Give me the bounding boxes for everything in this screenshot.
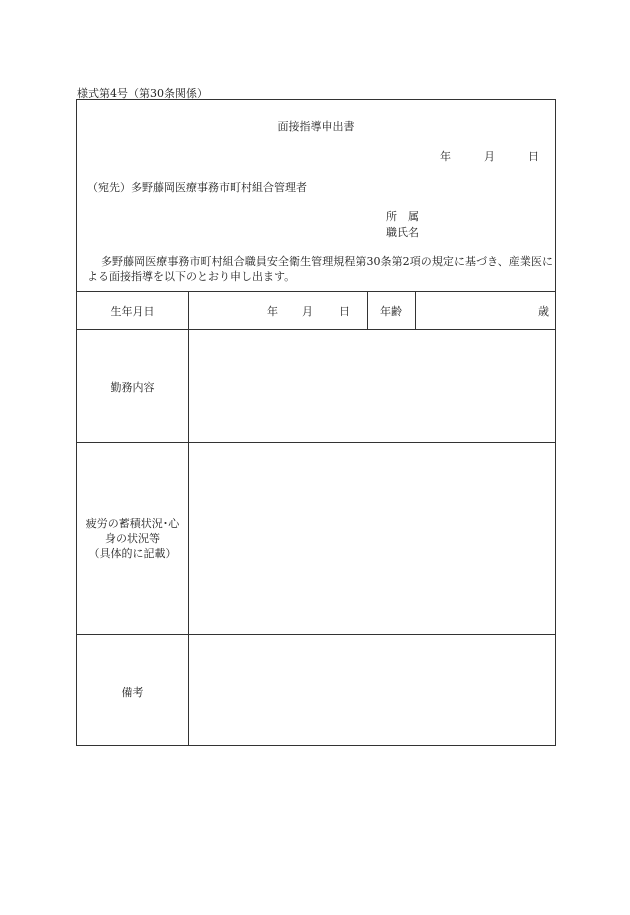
fatigue-status-label [77, 516, 188, 561]
fatigue-status-field[interactable] [189, 443, 555, 634]
application-form [76, 99, 556, 746]
age-value-divider [415, 291, 416, 329]
date-day-label: 日 [528, 150, 539, 163]
birth-day-label: 日 [339, 305, 350, 318]
birth-month-label: 月 [302, 305, 313, 318]
form-title: 面接指導申出書 [277, 120, 355, 133]
name-label: 職氏名 [386, 226, 419, 239]
fatigue-label-line: 身の状況等 [105, 532, 160, 545]
remarks-field[interactable] [189, 635, 555, 745]
work-content-label: 勤務内容 [110, 381, 155, 394]
submission-date [440, 148, 539, 164]
fatigue-label-line: （具体的に記載） [88, 547, 177, 560]
request-statement: 多野藤岡医療事務市町村組合職員安全衛生管理規程第30条第2項の規定に基づき、産業医による面接指導を以下のとおり申し出ます。 [87, 255, 553, 283]
table-top-border [77, 291, 555, 292]
age-label: 年齢 [380, 305, 402, 318]
date-month-label: 月 [484, 150, 495, 163]
affiliation-label: 所 属 [386, 210, 419, 223]
work-content-field[interactable] [189, 330, 555, 442]
birth-year-label: 年 [267, 305, 278, 318]
birth-date-label: 生年月日 [110, 305, 155, 318]
addressee: （宛先）多野藤岡医療事務市町村組合管理者 [87, 181, 307, 194]
form-number: 様式第4号（第30条関係） [77, 87, 208, 100]
fatigue-label-line: 疲労の蓄積状況･心 [85, 517, 180, 530]
age-unit: 歳 [538, 305, 549, 318]
remarks-label: 備考 [121, 686, 144, 699]
date-year-label: 年 [440, 150, 451, 163]
